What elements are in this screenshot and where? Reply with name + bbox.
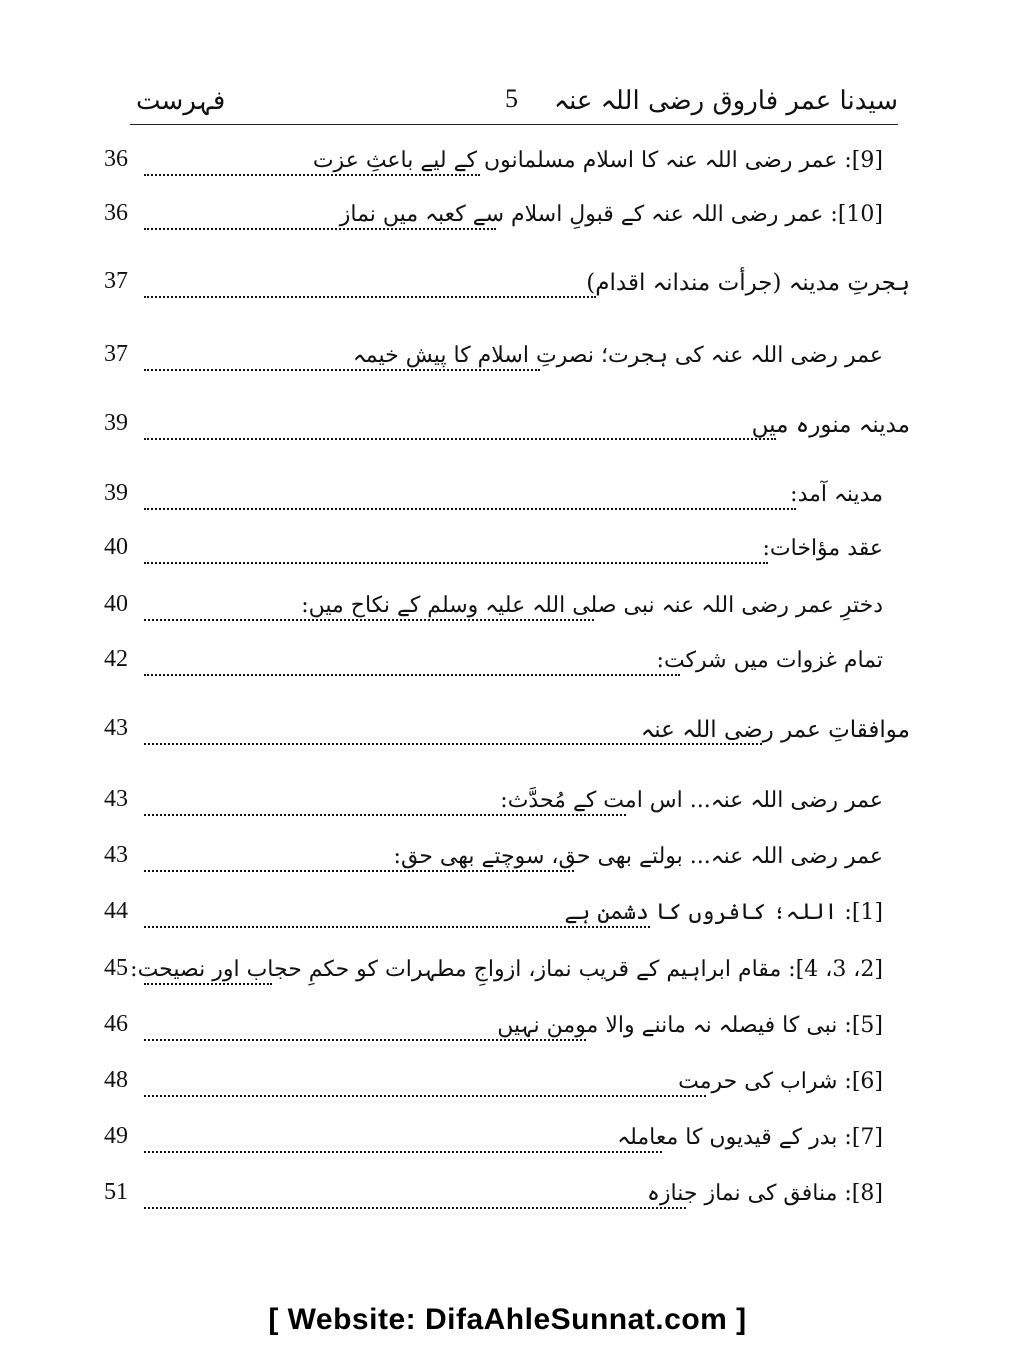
- toc-page-number: 46: [104, 1011, 128, 1037]
- toc-page-number: 43: [104, 786, 128, 812]
- toc-title: [2، 3، 4]: مقام ابراہیم کے قریب نماز، ازواجِ مطہرات کو حکمِ حجاب اور نصیحت:: [130, 957, 883, 982]
- toc-entry[interactable]: [100, 644, 905, 684]
- table-of-contents: [100, 0, 930, 1300]
- dot-leader: [144, 1191, 686, 1209]
- toc-title: موافقاتِ عمر رضی اللہ عنہ: [640, 717, 910, 743]
- toc-title: [7]: بدر کے قیدیوں کا معاملہ: [617, 1125, 883, 1150]
- dot-leader: [144, 658, 680, 676]
- toc-entry[interactable]: [100, 198, 905, 238]
- toc-page-number: 48: [104, 1067, 128, 1093]
- book-title: سیدنا عمر فاروق رضی اللہ عنہ: [553, 86, 898, 116]
- toc-page-number: 36: [104, 146, 128, 172]
- toc-page-number: 45: [104, 955, 128, 981]
- toc-page-number: 36: [104, 200, 128, 226]
- toc-entry[interactable]: [100, 840, 905, 880]
- dot-leader: [144, 280, 596, 298]
- dot-leader: [144, 1079, 706, 1097]
- toc-entry[interactable]: [100, 266, 910, 306]
- toc-entry[interactable]: [100, 896, 905, 936]
- toc-entry[interactable]: [100, 589, 905, 629]
- toc-page-number: 43: [104, 842, 128, 868]
- toc-page-number: 42: [104, 646, 128, 672]
- toc-title: مدینہ منورہ میں: [751, 412, 910, 438]
- toc-title: عمر رضی اللہ عنہ کی ہجرت؛ نصرتِ اسلام کا پیش خیمہ: [352, 343, 883, 368]
- toc-title: [6]: شراب کی حرمت: [678, 1069, 883, 1094]
- toc-page-number: 40: [104, 591, 128, 617]
- toc-page-number: 37: [104, 341, 128, 367]
- toc-entry[interactable]: [100, 1121, 905, 1161]
- page-number: 5: [505, 84, 518, 113]
- dot-leader: [144, 546, 768, 564]
- toc-page-number: 51: [104, 1179, 128, 1205]
- dot-leader: [144, 492, 796, 510]
- toc-page-number: 43: [104, 715, 128, 741]
- toc-title: [8]: منافق کی نماز جنازہ: [647, 1181, 883, 1206]
- toc-entry[interactable]: [100, 532, 905, 572]
- toc-title: [1]: اللہ؛ کافروں کا دشمن ہے: [564, 900, 883, 925]
- section-title: فہرست: [136, 86, 226, 116]
- toc-entry[interactable]: [100, 1065, 905, 1105]
- toc-entry[interactable]: [100, 953, 905, 993]
- toc-title: عمر رضی اللہ عنہ... اس امت کے مُحدَّث:: [500, 788, 883, 813]
- toc-title: [10]: عمر رضی اللہ عنہ کے قبولِ اسلام سے کعبہ میں نماز: [339, 202, 883, 227]
- toc-entry[interactable]: [100, 339, 905, 379]
- toc-page-number: 40: [104, 534, 128, 560]
- toc-page-number: 39: [104, 410, 128, 436]
- toc-page-number: 44: [104, 898, 128, 924]
- dot-leader: [144, 422, 776, 440]
- toc-title: عمر رضی اللہ عنہ... بولتے بھی حق، سوچتے بھی حق:: [393, 844, 883, 869]
- dot-leader: [144, 1135, 662, 1153]
- toc-entry[interactable]: [100, 1009, 905, 1049]
- toc-page-number: 49: [104, 1123, 128, 1149]
- toc-entry[interactable]: [100, 408, 910, 448]
- toc-entry[interactable]: [100, 478, 905, 518]
- toc-page-number: 39: [104, 480, 128, 506]
- toc-title: عقد مؤاخات:: [762, 536, 883, 561]
- toc-title: [5]: نبی کا فیصلہ نہ ماننے والا مومن نہیں: [497, 1013, 883, 1038]
- toc-entry[interactable]: [100, 144, 905, 184]
- toc-title: دخترِ عمر رضی اللہ عنہ نبی صلی اللہ علیہ وسلم کے نکاح میں:: [301, 593, 883, 618]
- toc-page-number: 37: [104, 268, 128, 294]
- toc-entry[interactable]: [100, 784, 905, 824]
- toc-title: [9]: عمر رضی اللہ عنہ کا اسلام مسلمانوں کے لیے باعثِ عزت: [312, 148, 883, 173]
- toc-entry[interactable]: [100, 1177, 905, 1217]
- toc-title: تمام غزوات میں شرکت:: [656, 648, 883, 673]
- toc-title: ہجرتِ مدینہ (جرأت مندانہ اقدام): [586, 270, 910, 296]
- toc-entry[interactable]: [100, 713, 910, 753]
- toc-title: مدینہ آمد:: [790, 482, 883, 507]
- website-footer[interactable]: [ Website: DifaAhleSunnat.com ]: [268, 1303, 747, 1336]
